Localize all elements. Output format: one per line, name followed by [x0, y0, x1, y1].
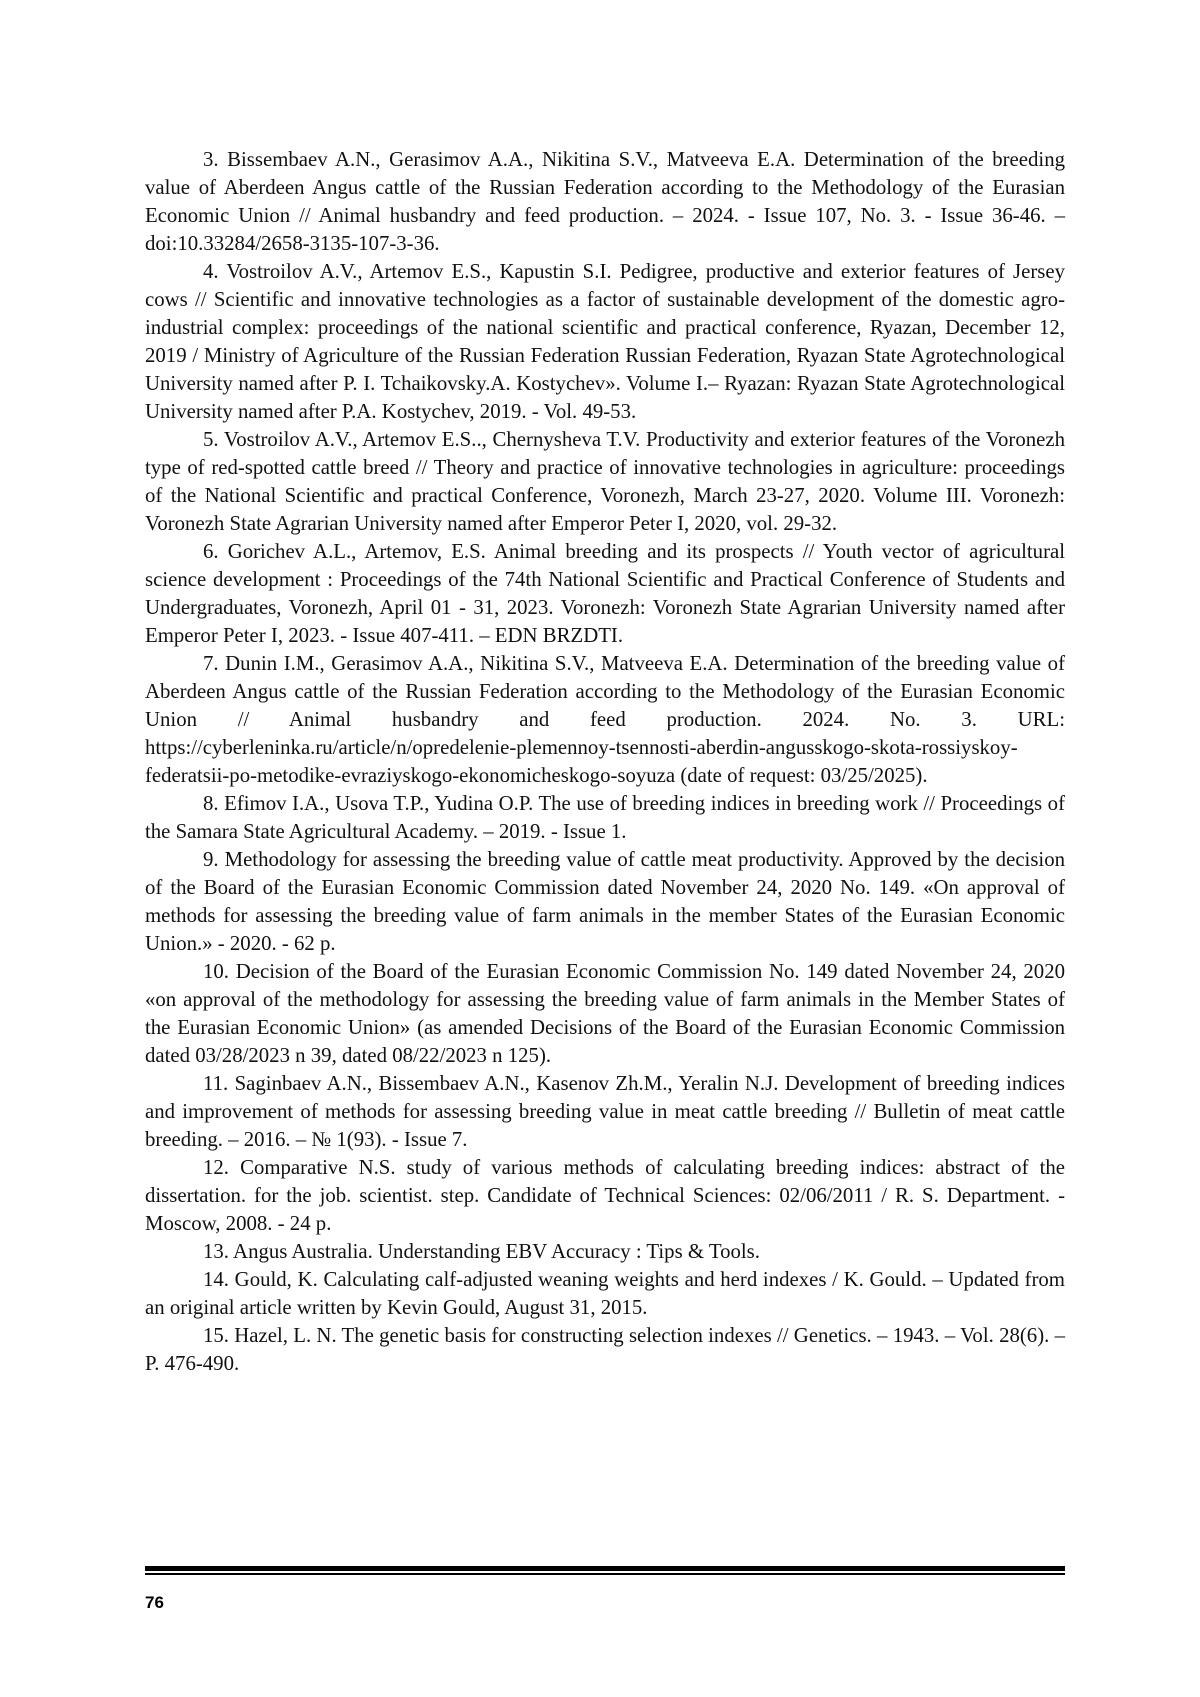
footer-divider — [145, 1566, 1065, 1576]
reference-item: 8. Efimov I.A., Usova T.P., Yudina O.P. The use of breeding indices in breeding work // Proceedings of the Samara State Agricultural Academy. – 2019. - Issue 1. — [145, 792, 1065, 843]
reference-item: 4. Vostroilov A.V., Artemov E.S., Kapustin S.I. Pedigree, productive and exterior features of Jersey cows // Scientific and innovative technologies as a factor of sustainable development of the domestic agro-industrial complex: proceedings of the national scientific and practical conference, Ryazan, December 12, 2019 / Ministry of Agriculture of the Russian Federation Russian Federation, Ryazan State Agrotechnological University named after P. I. Tchaikovsky.A. Kostychev». Volume I.– Ryazan: Ryazan State Agrotechnological University named after P.A. Kostychev, 2019. - Vol. 49-53. — [145, 260, 1065, 423]
reference-item: 15. Hazel, L. N. The genetic basis for constructing selection indexes // Genetics. – 1943. – Vol. 28(6). – P. 476-490. — [145, 1324, 1065, 1375]
reference-item: 11. Saginbaev A.N., Bissembaev A.N., Kasenov Zh.M., Yeralin N.J. Development of breeding indices and improvement of methods for assessing breeding value in meat cattle breeding // Bulletin of meat cattle breeding. – 2016. – № 1(93). - Issue 7. — [145, 1072, 1065, 1151]
reference-item: 6. Gorichev A.L., Artemov, E.S. Animal breeding and its prospects // Youth vector of agricultural science development : Proceedings of the 74th National Scientific and Practical Conference of Students and Undergraduates, Voronezh, April 01 - 31, 2023. Voronezh: Voronezh State Agrarian University named after Emperor Peter I, 2023. - Issue 407-411. – EDN BRZDTI. — [145, 540, 1065, 647]
page-number: 76 — [145, 1593, 164, 1612]
reference-item: 12. Comparative N.S. study of various methods of calculating breeding indices: abstract of the dissertation. for the job. scientist. step. Candidate of Technical Sciences: 02/06/2011 / R. S. Department. - Moscow, 2008. - 24 p. — [145, 1156, 1065, 1235]
reference-item: 14. Gould, K. Calculating calf-adjusted weaning weights and herd indexes / K. Gould. – Updated from an original article written by Kevin Gould, August 31, 2015. — [145, 1268, 1065, 1319]
reference-item: 3. Bissembaev A.N., Gerasimov A.A., Nikitina S.V., Matveeva E.A. Determination of the breeding value of Aberdeen Angus cattle of the Russian Federation according to the Methodology of the Eurasian Economic Union // Animal husbandry and feed production. – 2024. - Issue 107, No. 3. - Issue 36-46. – doi:10.33284/2658-3135-107-3-36. — [145, 148, 1065, 255]
reference-item: 9. Methodology for assessing the breeding value of cattle meat productivity. Approved by the decision of the Board of the Eurasian Economic Commission dated November 24, 2020 No. 149. «On approval of methods for assessing the breeding value of farm animals in the member States of the Eurasian Economic Union.» - 2020. - 62 p. — [145, 848, 1065, 955]
reference-item: 10. Decision of the Board of the Eurasian Economic Commission No. 149 dated November 24, 2020 «on approval of the methodology for assessing the breeding value of farm animals in the Member States of the Eurasian Economic Union» (as amended Decisions of the Board of the Eurasian Economic Commission dated 03/28/2023 n 39, dated 08/22/2023 n 125). — [145, 960, 1065, 1067]
reference-list — [145, 146, 1065, 1378]
reference-item: 7. Dunin I.M., Gerasimov A.A., Nikitina S.V., Matveeva E.A. Determination of the breeding value of Aberdeen Angus cattle of the Russian Federation according to the Methodology of the Eurasian Economic Union // Animal husbandry and feed production. 2024. No. 3. URL: https://cyberleninka.ru/article/n/opredelenie-plemennoy-tsennosti-aberdin-angusskogo-skota-rossiyskoy-federatsii-po-metodike-evraziyskogo-ekonomicheskogo-soyuza (date of request: 03/25/2025). — [145, 652, 1065, 787]
footer-divider-thin — [145, 1573, 1065, 1575]
footer-divider-thick — [145, 1566, 1065, 1571]
reference-item: 13. Angus Australia. Understanding EBV Accuracy : Tips & Tools. — [203, 1240, 760, 1263]
reference-item: 5. Vostroilov A.V., Artemov E.S.., Chernysheva T.V. Productivity and exterior features of the Voronezh type of red-spotted cattle breed // Theory and practice of innovative technologies in agriculture: proceedings of the National Scientific and practical Conference, Voronezh, March 23-27, 2020. Volume III. Voronezh: Voronezh State Agrarian University named after Emperor Peter I, 2020, vol. 29-32. — [145, 428, 1065, 535]
